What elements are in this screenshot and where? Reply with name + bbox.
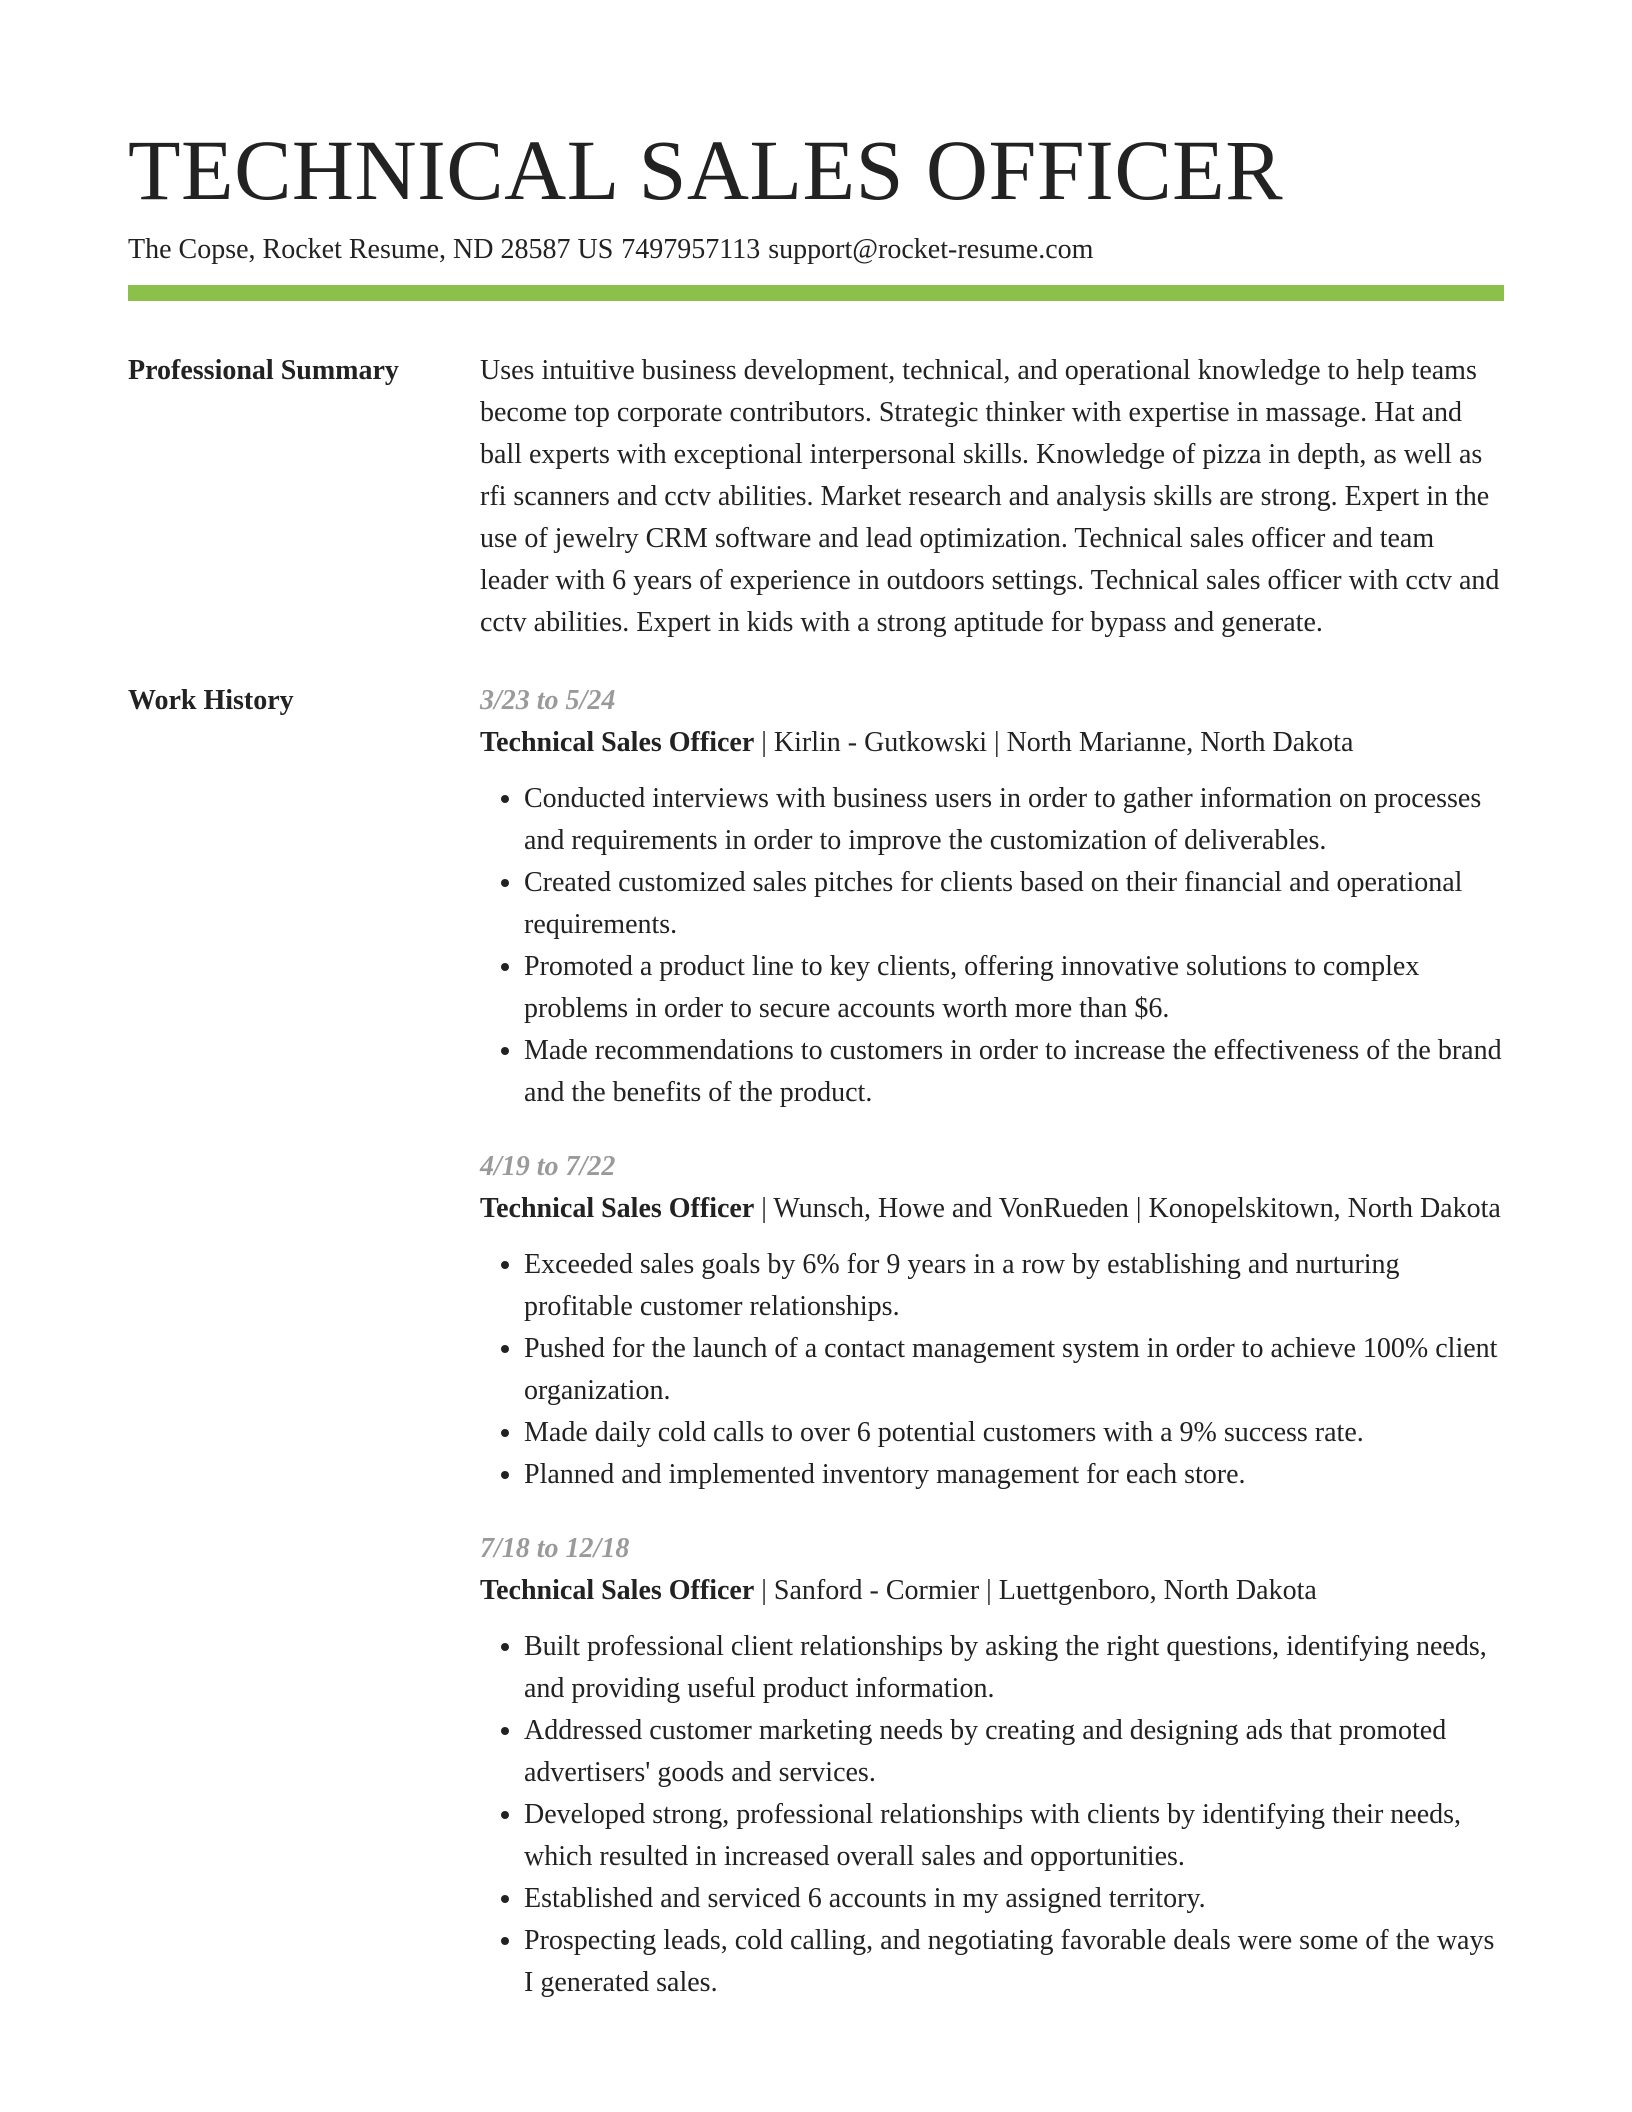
resume-sections xyxy=(128,350,1504,2004)
job-details: | Sanford - Cormier | Luettgenboro, North Dakota xyxy=(754,1575,1317,1606)
resume-title: TECHNICAL SALES OFFICER xyxy=(128,122,1284,218)
job-heading xyxy=(480,722,1504,764)
contact-line xyxy=(128,230,1093,270)
job-bullet: • Planned and implemented inventory management for each store. xyxy=(524,1454,1504,1496)
summary-text: Uses intuitive business development, technical, and operational knowledge to help teams become top corporate contributors. Strategic thinker with expertise in massage. Hat and ball experts with exceptional interpersonal skills. Knowledge of pizza in depth, as well as rfi scanners and cctv abilities. Market research and analysis skills are strong. Expert in the use of jewelry CRM software and lead optimization. Technical sales officer and team leader with 6 years of experience in outdoors settings. Technical sales officer with cctv and cctv abilities. Expert in kids with a strong aptitude for bypass and generate. xyxy=(480,355,1500,638)
job-bullet: • Addressed customer marketing needs by creating and designing ads that promoted advertisers' goods and services. xyxy=(524,1710,1504,1794)
job-heading xyxy=(480,1188,1504,1230)
section-title-summary: Professional Summary xyxy=(128,355,399,386)
job-details: | Kirlin - Gutkowski | North Marianne, North Dakota xyxy=(754,727,1354,758)
job-bullet: • Made daily cold calls to over 6 potential customers with a 9% success rate. xyxy=(524,1412,1504,1454)
job-entry xyxy=(480,680,1504,1114)
job-bullet: • Created customized sales pitches for clients based on their financial and operational requirements. xyxy=(524,862,1504,946)
job-bullet: • Conducted interviews with business users in order to gather information on processes and requirements in order to improve the customization of deliverables. xyxy=(524,778,1504,862)
job-bullet: • Prospecting leads, cold calling, and negotiating favorable deals were some of the ways I generated sales. xyxy=(524,1920,1504,2004)
job-bullets xyxy=(480,1626,1504,2004)
job-title: Technical Sales Officer xyxy=(480,1575,755,1606)
contact-phone: 7497957113 xyxy=(621,234,761,265)
job-bullets xyxy=(480,1244,1504,1496)
work-history-body xyxy=(480,680,1504,2004)
job-details: | Wunsch, Howe and VonRueden | Konopelskitown, North Dakota xyxy=(754,1193,1501,1224)
job-bullet: • Built professional client relationships by asking the right questions, identifying needs, and providing useful product information. xyxy=(524,1626,1504,1710)
job-bullet: • Made recommendations to customers in order to increase the effectiveness of the brand and the benefits of the product. xyxy=(524,1030,1504,1114)
job-bullet: • Promoted a product line to key clients, offering innovative solutions to complex problems in order to secure accounts worth more than $6. xyxy=(524,946,1504,1030)
job-bullet: • Developed strong, professional relationships with clients by identifying their needs, which resulted in increased overall sales and opportunities. xyxy=(524,1794,1504,1878)
contact-email: support@rocket-resume.com xyxy=(768,234,1094,265)
job-bullet: • Established and serviced 6 accounts in my assigned territory. xyxy=(524,1878,1504,1920)
job-title: Technical Sales Officer xyxy=(480,727,755,758)
work-history-section xyxy=(128,680,1504,2004)
job-bullet: • Exceeded sales goals by 6% for 9 years in a row by establishing and nurturing profitable customer relationships. xyxy=(524,1244,1504,1328)
job-entry xyxy=(480,1146,1504,1496)
job-heading xyxy=(480,1570,1504,1612)
job-dates: 7/18 to 12/18 xyxy=(480,1533,630,1564)
section-title-work: Work History xyxy=(128,685,294,716)
job-entry xyxy=(480,1528,1504,2004)
job-bullet: • Pushed for the launch of a contact management system in order to achieve 100% client organization. xyxy=(524,1328,1504,1412)
professional-summary-section xyxy=(128,350,1504,644)
summary-body xyxy=(480,350,1504,644)
job-title: Technical Sales Officer xyxy=(480,1193,755,1224)
job-dates: 3/23 to 5/24 xyxy=(480,685,616,716)
job-dates: 4/19 to 7/22 xyxy=(480,1151,616,1182)
header-divider xyxy=(128,285,1504,301)
contact-address: The Copse, Rocket Resume, ND 28587 US xyxy=(128,234,614,265)
job-bullets xyxy=(480,778,1504,1114)
